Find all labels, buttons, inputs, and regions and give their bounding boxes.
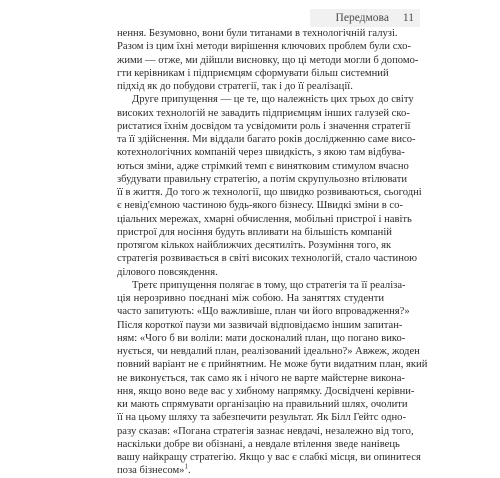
text-line: пристрої для носіння будуть впливати на більшість компаній: [117, 226, 392, 238]
footnote-marker[interactable]: 1: [184, 462, 188, 471]
text-line: вашу найкращу стратегію. Якщо у вас є слабкі місця, ви опинитеся: [117, 452, 421, 463]
paragraph-3: [117, 279, 428, 478]
text-line: Разом із цим їхні методи вирішення ключових проблем були схо-: [117, 41, 411, 53]
text-line: збудувати правильну стратегію, а потім скрупульозно втілювати: [117, 173, 408, 185]
text-line: ються зміни, адже стрімкий темп є винятковим стимулом вчасно: [117, 160, 409, 172]
final-punctuation: .: [187, 465, 191, 477]
text-line: разу сказав: «Погана стратегія зазнає невдачі, незалежно від того,: [117, 425, 414, 437]
text-line-final: [117, 464, 384, 477]
text-line: нення. Безумовно, вони були титанами в технологічній галузі.: [117, 28, 398, 39]
text-line: часто запитують: «Що важливіше, план чи його впровадження?»: [117, 306, 410, 318]
text-line: високих технологій не завадить підприємцям інших галузей ско-: [117, 107, 410, 119]
text-line: ція нерозривно поєднані між собою. На заняттях студенти: [117, 293, 384, 304]
paragraph-2: [117, 93, 422, 279]
text-line: та її здійснення. Ми віддали багато років дослідженню саме висо-: [117, 134, 416, 145]
text-line: підхід як до побудови стратегії, так і до її реалізації.: [117, 81, 353, 92]
text-line: ння, якщо воно веде вас у хибному напрямку. Досвідчені керівни-: [117, 385, 415, 397]
text-line: ням: «Чого б ви воліли: мати досконалий план, що погано вико-: [117, 332, 406, 344]
text-line: ристатися їхнім досвідом та усвідомити роль і значення стратегії: [117, 120, 411, 132]
text-line: жими — отже, ми дійшли висновку, що ці методи могли б допомо-: [117, 54, 419, 66]
text-line: нується, чи невдалий план, реалізований ідеально?» Авжеж, жоден: [117, 346, 420, 357]
text-line: ціальних мережах, хмарні обчислення, мобільні пристрої і навіть: [117, 213, 412, 225]
section-title: Передмова: [335, 12, 389, 24]
text-line: не виконується, так само як і нічого не варте майстерне викона-: [117, 372, 405, 384]
text-line: котехнологічних компаній через швидкість, з якою там відбува-: [117, 147, 405, 159]
text-line: гти керівникам і підприємцям сформувати більш системний: [117, 67, 389, 79]
text-line: Після короткої паузи ми зазвичай відповідаємо іншим запитан-: [117, 319, 403, 331]
text-line: ки мають спрямувати організацію на правильний шлях, очолити: [117, 399, 408, 410]
text-line: протягом кількох найближчих десятиліть. Розуміння того, як: [117, 240, 392, 251]
paragraph-1: [117, 27, 419, 93]
text-line: Друге припущення — це те, що належність цих трьох до світу: [132, 94, 414, 106]
text-line: є невід'ємною частиною будь-якого бізнесу. Швидкі зміни в со-: [117, 200, 403, 212]
text-line: її в життя. До того ж технології, що швидко розвиваються, сьогодні: [117, 187, 422, 198]
text-line: її на цьому шляху та забезпечити результат. Як Білл Гейтс одно-: [117, 412, 407, 424]
body-text: [117, 27, 428, 478]
text-line: повний варіант не є прийнятним. Не може бути видатним план, який: [117, 359, 428, 371]
running-header: [310, 9, 420, 27]
text-line: ділового повсякдення.: [117, 266, 218, 278]
final-line-text: поза бізнесом»: [117, 465, 185, 477]
text-line: Третє припущення полягає в тому, що стратегія та її реаліза-: [132, 279, 406, 291]
text-line: наскільки добре ви обізнані, а невдале втілення зведе нанівець: [117, 438, 400, 450]
text-line: стратегія розвивається в світі високих технологій, стало частиною: [117, 253, 418, 265]
page-number: 11: [402, 12, 414, 24]
